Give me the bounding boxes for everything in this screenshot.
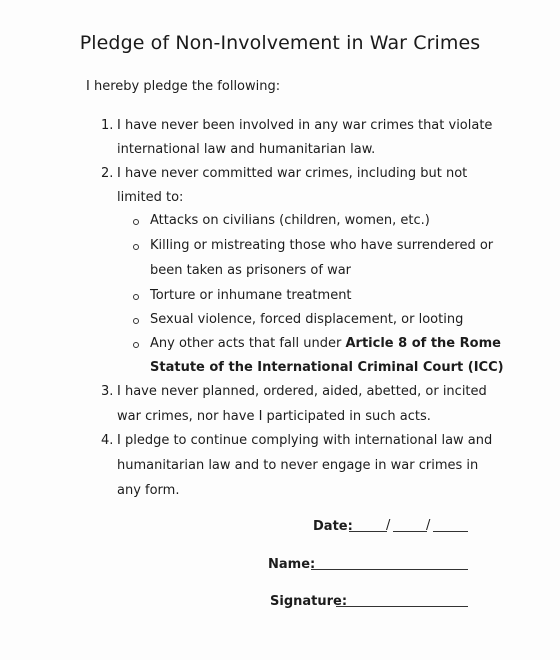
name-label: Name:: [268, 557, 316, 572]
signature-label: Signature:: [270, 594, 348, 609]
item-4-line-2: humanitarian law and to never engage in war crimes in: [117, 458, 479, 473]
subitem-5-bold-1: Article 8 of the Rome: [345, 336, 501, 351]
subitem-2-line-1: Killing or mistreating those who have surrendered or: [150, 238, 494, 253]
item-3-line-1: I have never planned, ordered, aided, abetted, or incited: [117, 384, 487, 399]
item-number: 2.: [101, 166, 114, 181]
item-4-line-1: I pledge to continue complying with international law and: [117, 433, 493, 448]
signature-field[interactable]: [336, 606, 468, 607]
date-field-month[interactable]: [349, 531, 387, 532]
subitem-5-line-2: [150, 360, 504, 376]
date-separator: /: [426, 518, 431, 533]
subitem-4-line-1: Sexual violence, forced displacement, or looting: [150, 312, 464, 327]
subitem-5-line-1: [150, 336, 501, 352]
item-4-line-3: any form.: [117, 483, 180, 498]
bullet-circle-icon: [133, 219, 139, 225]
item-1-line-1: I have never been involved in any war crimes that violate: [117, 118, 493, 133]
name-field[interactable]: [311, 569, 468, 570]
item-number: 1.: [101, 118, 114, 133]
bullet-circle-icon: [133, 244, 139, 250]
date-field-day[interactable]: [393, 531, 427, 532]
date-separator: /: [386, 518, 391, 533]
document-title: Pledge of Non-Involvement in War Crimes: [79, 32, 481, 54]
intro-text: I hereby pledge the following:: [86, 79, 281, 94]
bullet-circle-icon: [133, 342, 139, 348]
item-1-line-2: international law and humanitarian law.: [117, 142, 376, 157]
subitem-5-prefix: Any other acts that fall under: [150, 336, 346, 351]
bullet-circle-icon: [133, 294, 139, 300]
subitem-3-line-1: Torture or inhumane treatment: [150, 288, 352, 303]
bullet-circle-icon: [133, 318, 139, 324]
date-field-year[interactable]: [433, 531, 468, 532]
item-2-line-2: limited to:: [117, 190, 184, 205]
item-number: 3.: [101, 384, 114, 399]
subitem-5-bold-2: Statute of the International Criminal Court (ICC): [150, 360, 504, 375]
item-2-line-1: I have never committed war crimes, including but not: [117, 166, 468, 181]
item-3-line-2: war crimes, nor have I participated in such acts.: [117, 409, 431, 424]
subitem-1-line-1: Attacks on civilians (children, women, etc.): [150, 213, 430, 228]
item-number: 4.: [101, 433, 114, 448]
subitem-2-line-2: been taken as prisoners of war: [150, 263, 352, 278]
date-label: Date:: [313, 519, 353, 534]
